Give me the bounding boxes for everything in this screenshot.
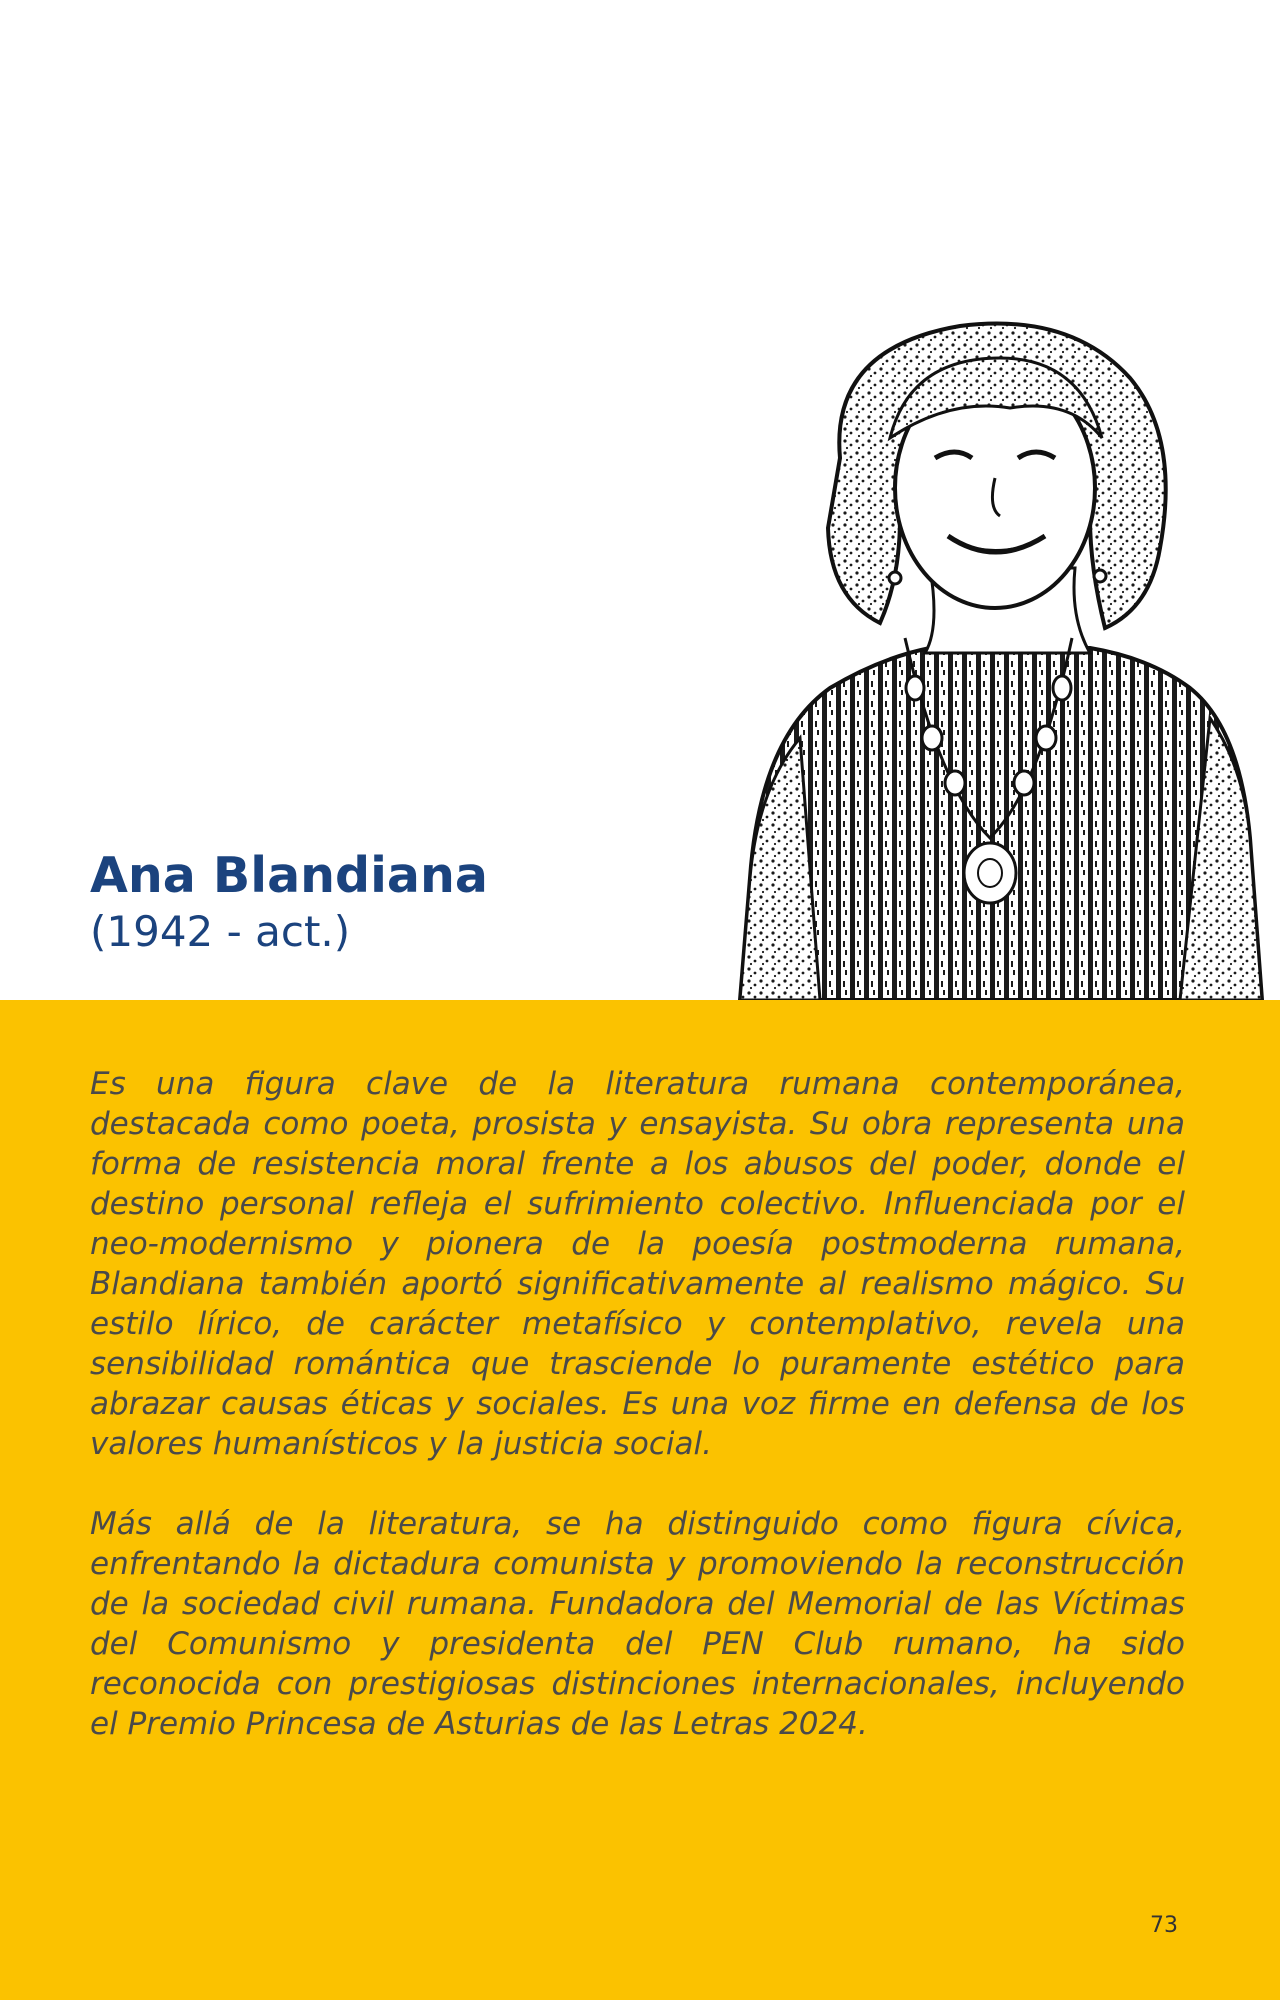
author-name: Ana Blandiana xyxy=(90,847,488,904)
bio-paragraph-2: Más allá de la literatura, se ha distinguido como figura cívica, enfrentando la dictadura comunista y promoviendo la reconstrucción de la sociedad civil rumana. Fundadora del Memorial de las Víctimas del Comunismo y presidenta del PEN Club rumano, ha sido reconocida con prestigiosas distinciones internacionales, incluyendo el Premio Princesa de Asturias de las Letras 2024. xyxy=(90,1506,1185,1742)
author-dates: (1942 - act.) xyxy=(90,907,351,956)
portrait-illustration xyxy=(710,318,1270,1000)
bio-paragraph-1: Es una figura clave de la literatura rumana contemporánea, destacada como poeta, prosista y ensayista. Su obra representa una forma de resistencia moral frente a los abusos del poder, donde el destino personal refleja el sufrimiento colectivo. Influenciada por el neo-modernismo y pionera de la poesía postmoderna rumana, Blandiana también aportó significativamente al realismo mágico. Su estilo lírico, de carácter metafísico y contemplativo, revela una sensibilidad romántica que trasciende lo puramente estético para abrazar causas éticas y sociales. Es una voz firme en defensa de los valores humanísticos y la justicia social. xyxy=(90,1066,1185,1462)
biography-text xyxy=(90,1064,1185,1784)
page-number: 73 xyxy=(1150,1913,1178,1938)
portrait-drawing xyxy=(710,318,1270,1000)
